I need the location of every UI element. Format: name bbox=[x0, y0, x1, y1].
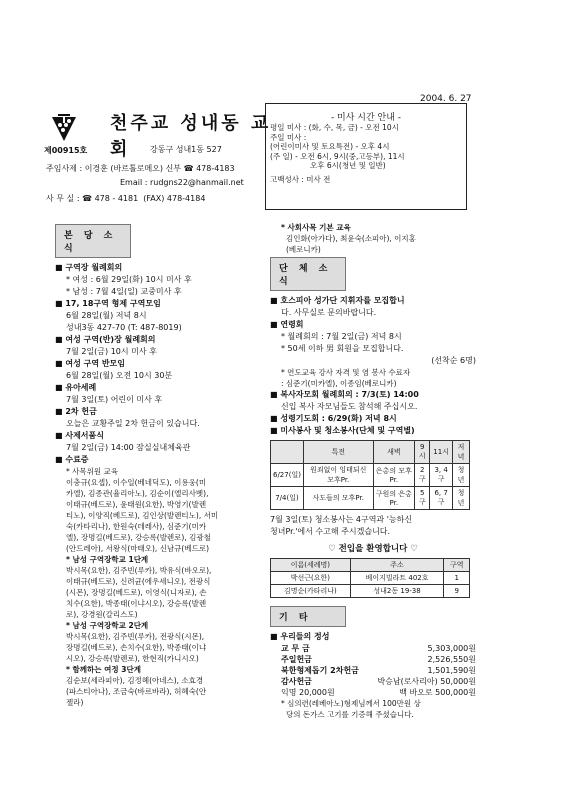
news-line: * 여성 : 6월 29일(화) 10시 미사 후 bbox=[66, 275, 192, 284]
table-cell: 베이지빌라트 402호 bbox=[350, 572, 444, 585]
news-line: 숙(카타리나), 한원숙(데레사), 심준기(미카 bbox=[66, 522, 207, 531]
group-news-list bbox=[270, 295, 476, 437]
news-line: 로), 강경원(갈리스도) bbox=[66, 610, 138, 619]
table-cell: 5구 bbox=[415, 487, 430, 510]
news-line: * 남성 : 7월 4일(일) 교중미사 후 bbox=[66, 287, 182, 296]
mass-time-row: 평일 미사 : (화, 수, 목, 금) - 오전 10시 bbox=[270, 123, 399, 132]
news-line: (파스티아나), 조금숙(바르바라), 허혜숙(안 bbox=[66, 687, 207, 696]
finance-row bbox=[270, 687, 476, 698]
church-name: 천주교 성내동 교회 bbox=[110, 113, 272, 160]
news-line: 성내3동 427-70 (T: 487-8019) bbox=[66, 323, 182, 332]
news-line: 카엘), 김종관(율리아노), 김순이(엘리사벳), bbox=[66, 489, 209, 498]
news-line: 박시목(요한), 김주빈(루카), 박유식(바오로), bbox=[66, 566, 212, 575]
office-label: 사 무 실 : bbox=[46, 194, 80, 203]
news-line: 장명길(베드로), 손치수(요한), 박종태(이냐 bbox=[66, 643, 207, 652]
table-cell: 6/27(일) bbox=[271, 464, 304, 487]
news-line: * 연도교육 강사 자격 및 염 봉사 수료자 bbox=[281, 368, 411, 377]
parish-news-column bbox=[55, 222, 265, 708]
news-line: ■ 복사자모회 월례회의 : 7/3(토) 14:00 bbox=[270, 390, 419, 399]
table-header: 이름(세례명) bbox=[271, 559, 351, 572]
mass-time-row: (주 일) - 오전 6시, 9시(중,고등부), 11시 bbox=[270, 151, 405, 161]
news-line: 청녀Pr.'에서 수고해 주시겠습니다. bbox=[270, 527, 391, 536]
news-line: (베로니카) bbox=[286, 245, 321, 254]
table-cell: 청년 bbox=[452, 464, 469, 487]
news-line: 이태규(베드로), 윤태원(요한), 박영기(발렌 bbox=[66, 500, 207, 509]
news-line: 7월 2일(금) 10시 미사 후 bbox=[66, 347, 157, 356]
table-header bbox=[271, 441, 304, 464]
table-row bbox=[271, 464, 470, 487]
news-line: 김순보(세라피아), 김정혜(아네스), 소효경 bbox=[66, 676, 204, 685]
table-cell: 성내2동 19-38 bbox=[350, 585, 444, 598]
news-line: 오늘은 교황주일 2차 헌금이 있습니다. bbox=[66, 419, 200, 428]
news-line: (시몬), 장명길(베드로), 이영식(니자로), 손 bbox=[66, 588, 207, 597]
finance-label: 북한형제돕기 2차헌금 bbox=[281, 666, 359, 675]
parish-news-title: 본 당 소 식 bbox=[55, 224, 131, 258]
table-header: 저녁 bbox=[452, 441, 469, 464]
news-line: 시오), 강승록(발렌로), 한현직(카니시오) bbox=[66, 654, 199, 663]
table-row bbox=[271, 585, 470, 598]
news-line: ■ 구역장 월례회의 bbox=[55, 263, 123, 272]
finance-label: 주일헌금 bbox=[281, 655, 312, 664]
news-line: ■ 유아세례 bbox=[55, 383, 97, 392]
mass-times-box bbox=[265, 103, 467, 210]
finance-row bbox=[270, 665, 476, 676]
news-line: * 심의련(레베아노)형제님께서 100만원 상 bbox=[281, 699, 421, 708]
etc-title: 기 타 bbox=[270, 606, 346, 627]
table-header: 주소 bbox=[350, 559, 444, 572]
table-cell: 2구 bbox=[415, 464, 430, 487]
priest-phone: 478-4183 bbox=[196, 164, 235, 173]
mass-time-row: 고백성사 : 미사 전 bbox=[270, 174, 331, 184]
priest-info bbox=[46, 163, 235, 174]
table-cell: 사도들의 모후Pr. bbox=[303, 487, 373, 510]
office-info bbox=[46, 193, 205, 204]
grape-cross-logo bbox=[48, 109, 80, 145]
news-line: 7월 3일(토) 청소봉사는 4구역과 '능하신 bbox=[270, 515, 413, 524]
news-line: * 남성 구역장학교 2단계 bbox=[66, 621, 149, 630]
table-cell: 원죄없이 잉태되신 모후Pr. bbox=[303, 464, 373, 487]
news-line: ■ 17, 18구역 형제 구역모임 bbox=[55, 299, 161, 308]
donation-note bbox=[270, 698, 476, 720]
finance-label: 감사헌금 bbox=[281, 677, 312, 686]
table-header: 11시 bbox=[430, 441, 453, 464]
news-line: 이충규(요셉), 이수일(베네딕도), 이용웅(미 bbox=[66, 478, 207, 487]
news-line: ■ 호스피아 성가단 지휘자를 모집합니 bbox=[270, 296, 405, 305]
mass-time-row: 오후 6시(청년 및 일반) bbox=[310, 161, 386, 170]
news-line: ■ 성령기도회 : 6/29(화) 저녁 8시 bbox=[270, 414, 397, 423]
finance-row bbox=[270, 676, 476, 687]
service-table bbox=[270, 440, 470, 510]
table-cell: 김명순(카타리나) bbox=[271, 585, 351, 598]
news-line: (안드레아), 서왕식(마태오), 신남규(베드로) bbox=[66, 544, 210, 553]
email-line[interactable]: Email : rudgns22@hanmail.net bbox=[120, 178, 244, 187]
finance-value: 5,303,000원 bbox=[427, 644, 476, 653]
finance-value: 박승남(로사리아) 50,000원 bbox=[377, 677, 476, 686]
issue-number: 제00915호 bbox=[44, 146, 88, 155]
news-line: : 심준기(미카엘), 이종임(베로니카) bbox=[281, 379, 397, 388]
table-cell: 박선근(요한) bbox=[271, 572, 351, 585]
table-cell: 6, 7구 bbox=[430, 487, 453, 510]
news-line: 젤라) bbox=[66, 698, 84, 707]
news-line: 당의 돈가스 고기를 기증해 주셨습니다. bbox=[286, 710, 414, 719]
news-line: 박시목(요한), 김주빈(루카), 전광식(시몬), bbox=[66, 632, 205, 641]
cleaning-note bbox=[270, 514, 476, 538]
bulletin-header bbox=[44, 103, 290, 208]
news-line: 7월 2일(금) 14:00 잠실실내체육관 bbox=[66, 443, 191, 452]
news-line: * 함께하는 여정 3단계 bbox=[66, 665, 141, 674]
news-line: ■ 여성 구역(반)장 월례회의 bbox=[55, 335, 156, 344]
table-cell: 은총의 모후Pr. bbox=[373, 464, 415, 487]
news-line: 7월 3일(토) 어린이 미사 후 bbox=[66, 395, 163, 404]
table-cell: 구원의 은총Pr. bbox=[373, 487, 415, 510]
news-line: 티노), 이양직(베드로), 김인상(발렌티노), 서미 bbox=[66, 511, 219, 520]
table-cell: 7/4(일) bbox=[271, 487, 304, 510]
news-line: ■ 여성 구역 반모임 bbox=[55, 359, 126, 368]
news-line: 이태규(베드로), 신려균(에우세니오), 전광식 bbox=[66, 577, 211, 586]
table-cell: 9 bbox=[444, 585, 470, 598]
welcome-table bbox=[270, 558, 470, 598]
office-phone: 478 - 4181 bbox=[94, 194, 139, 203]
table-header: 특전 bbox=[303, 441, 373, 464]
table-cell: 1 bbox=[444, 572, 470, 585]
priest-line: 주임사제 : 이경훈 (바르톨로메오) 신부 bbox=[46, 164, 182, 173]
news-line: 엘), 장명길(베드로), 강승록(발렌로), 김광철 bbox=[66, 533, 211, 542]
finance-row bbox=[270, 654, 476, 665]
news-line: * 50세 이하 男 회원을 모집합니다. bbox=[281, 344, 404, 353]
phone-icon: ☎ bbox=[82, 194, 93, 203]
news-line: (선착순 6명) bbox=[431, 356, 476, 365]
group-news-title: 단 체 소 식 bbox=[270, 257, 346, 291]
news-line: ■ 수료증 bbox=[55, 455, 89, 464]
welcome-title: ♡ 전입을 환영합니다 ♡ bbox=[328, 544, 418, 554]
issue-date: 2004. 6. 27 bbox=[420, 94, 472, 104]
finance-row bbox=[270, 643, 476, 654]
table-header: 9시 bbox=[415, 441, 430, 464]
news-line: 치수(요한), 박종태(이냐시오), 강승록(발렌 bbox=[66, 599, 207, 608]
office-fax: (FAX) 478-4184 bbox=[143, 194, 206, 203]
mass-time-row: (어린이미사 및 토요특전) - 오후 4시 bbox=[270, 142, 390, 151]
finance-value: 백 바오로 500,000원 bbox=[399, 688, 476, 697]
church-address: 강동구 성내1동 527 bbox=[150, 145, 222, 154]
news-line: 다. 사무실로 문의바랍니다. bbox=[281, 308, 377, 317]
table-row bbox=[271, 572, 470, 585]
table-header: 새벽 bbox=[373, 441, 415, 464]
news-line: * 월례회의 : 7월 2일(금) 저녁 8시 bbox=[281, 332, 402, 341]
mass-times-title: - 미사 시간 안내 - bbox=[330, 113, 402, 123]
news-line: * 사회사목 기본 교육 bbox=[281, 223, 351, 232]
news-line: 6월 28일(월) 오전 10시 30분 bbox=[66, 371, 173, 380]
news-line: 6월 28일(월) 저녁 8시 bbox=[66, 311, 147, 320]
finance-list bbox=[270, 643, 476, 698]
parish-news-list bbox=[55, 262, 265, 708]
mass-times-list bbox=[266, 123, 466, 184]
news-line: * 남성 구역장학교 1단계 bbox=[66, 555, 149, 564]
news-line: ■ 연령회 bbox=[270, 320, 304, 329]
news-line: ■ 사제서품식 bbox=[55, 431, 104, 440]
finance-label: 교 무 금 bbox=[281, 644, 310, 653]
news-line: 김인화(아가다), 최윤숙(소피아), 이지홍 bbox=[286, 234, 416, 243]
table-row bbox=[271, 487, 470, 510]
table-header: 구역 bbox=[444, 559, 470, 572]
social-education-list bbox=[270, 222, 476, 255]
news-line: * 사목위원 교육 bbox=[66, 467, 118, 476]
table-cell: 3, 4구 bbox=[430, 464, 453, 487]
news-line: 신입 복사 자모님들도 참석해 주십시오. bbox=[281, 402, 418, 411]
finance-value: 2,526,550원 bbox=[427, 655, 476, 664]
finance-value: 1,501,590원 bbox=[427, 666, 476, 675]
mass-time-row: 주일 미사 : bbox=[270, 132, 307, 142]
table-cell: 청년 bbox=[452, 487, 469, 510]
news-line: ■ 2차 헌금 bbox=[55, 407, 97, 416]
phone-icon: ☎ bbox=[183, 164, 194, 173]
groups-column bbox=[270, 222, 476, 720]
finance-title: ■ 우리들의 정성 bbox=[270, 632, 330, 641]
finance-label: 익명 20,000원 bbox=[281, 688, 335, 697]
news-line: ■ 미사봉사 및 청소봉사(단체 및 구역별) bbox=[270, 426, 415, 435]
